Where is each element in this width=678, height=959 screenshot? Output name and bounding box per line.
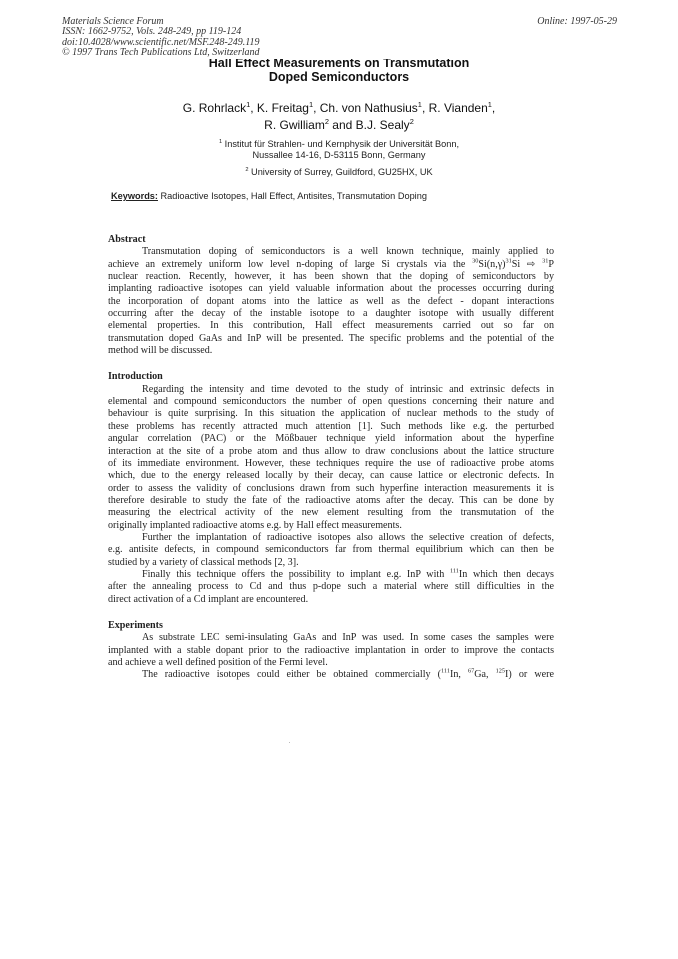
authors-line-2: R. Gwilliam$^2$ and B.J. Sealy$^2$ bbox=[264, 116, 414, 132]
doi-link[interactable]: doi:10.4028/www.scientific.net/MSF.248-249.119 bbox=[62, 36, 260, 48]
journal-header bbox=[62, 17, 260, 58]
copyright: © 1997 Trans Tech Publications Ltd, Switzerland bbox=[62, 46, 260, 58]
scan-speck bbox=[289, 742, 290, 743]
issn: ISSN: 1662-9752, Vols. 248-249, pp 119-124 bbox=[62, 26, 242, 38]
keywords-text: Radioactive Isotopes, Hall Effect, Antisites, Transmutation Doping bbox=[157, 191, 427, 201]
abstract-heading: Abstract bbox=[108, 234, 146, 245]
introduction-heading: Introduction bbox=[108, 371, 163, 383]
paper-body bbox=[108, 234, 554, 682]
affiliation-1-address: Nussallee 14-16, D-53115 Bonn, Germany bbox=[252, 150, 426, 160]
title-line-2: Doped Semiconductors bbox=[268, 70, 410, 84]
introduction-text: Regarding the intensity and time devoted to the study of intrinsic and extrinsic defects in elemental and compound semiconductors the number of open questions concerning their nature and behaviour is quite surprising. In this situation the application of nuclear methods to the study of these problems has recently attracted much attention [1]. Such methods like e.g. the perturbed angular correlation (PAC) or the Mößbauer technique yield information about the hyperfine interaction at the site of a probe atom and thus allow to draw conclusions about the lattice structure of its immediate environment. However, these techniques require the use of radioactive probe atoms which, due to the energy released locally by their decay, can cause lattice or electronic defects. In order to assess the validity of conclusions drawn from such hyperfine interaction measurements it is therefore desirable to study the fate of the radioactive atoms after the decay. This can be done by measuring the electrical activity of the new element resulting from the transmutation of the originally implanted radioactive atoms e.g. by Hall effect measurements. Further the implantation of radioactive isotopes also allows the selective creation of defects, e.g. antisite defects, in compound semiconductors far from thermal equilibrium which can then be studied by a variety of classical methods [2, 3]. Finally this technique offers the possibility to implant e.g. InP with $^{111}$In which then decays after the annealing process to Cd and thus p-dope such a material where still difficulties in the direct activation of a Cd implant are encountered. bbox=[108, 383, 554, 605]
author-list bbox=[0, 100, 678, 133]
affiliation-1: $^1$ Institut für Strahlen- und Kernphysik der Universität Bonn, bbox=[218, 138, 460, 149]
experiments-heading: Experiments bbox=[108, 619, 163, 631]
affiliations bbox=[0, 139, 678, 178]
authors-line-1: G. Rohrlack$^1$, K. Freitag$^1$, Ch. von Nathusius$^1$, R. Vianden$^1$, bbox=[182, 100, 496, 115]
affiliation-2: $^2$ University of Surrey, Guildford, GU25HX, UK bbox=[245, 166, 433, 177]
experiments-text: As substrate LEC semi-insulating GaAs and InP was used. In some cases the samples were implanted with a stable dopant prior to the radioactive implantation in order to improve the contacts and achieve a well defined position of the Fermi level. The radioactive isotopes could either be obtained commercially ($^{111}$In, $^{67}$Ga, $^{125}$I) or were bbox=[108, 632, 554, 681]
online-date: Online: 1997-05-29 bbox=[537, 16, 617, 27]
keywords bbox=[111, 191, 427, 201]
journal-name: Materials Science Forum bbox=[62, 16, 164, 27]
title-line-1: Hall Effect Measurements on Transmutation bbox=[208, 59, 470, 70]
abstract-text: Transmutation doping of semiconductors is a well known technique, mainly applied to achieve an extremely uniform low level n-doping of large Si crystals via the $^{30}Si(n,\gamma)^{31}Si$ ⇨ $^{31}$P nuclear reaction. Recently, however, it has been shown that the doping of semiconductors by implanting radioactive isotopes can yield valuable information about the processes occurring during the incorporation of dopant atoms into the lattice as well as the defect - dopant interactions occurring after the decay of the instable isotope to a daughter isotope with usually different elemental properties. In this contribution, Hall effect measurements carried out so far on transmutation doped GaAs and InP will be presented. The specific problems and the potential of the method will be discussed. bbox=[108, 246, 554, 357]
paper-title bbox=[0, 59, 678, 84]
keywords-label: Keywords: bbox=[111, 191, 158, 201]
